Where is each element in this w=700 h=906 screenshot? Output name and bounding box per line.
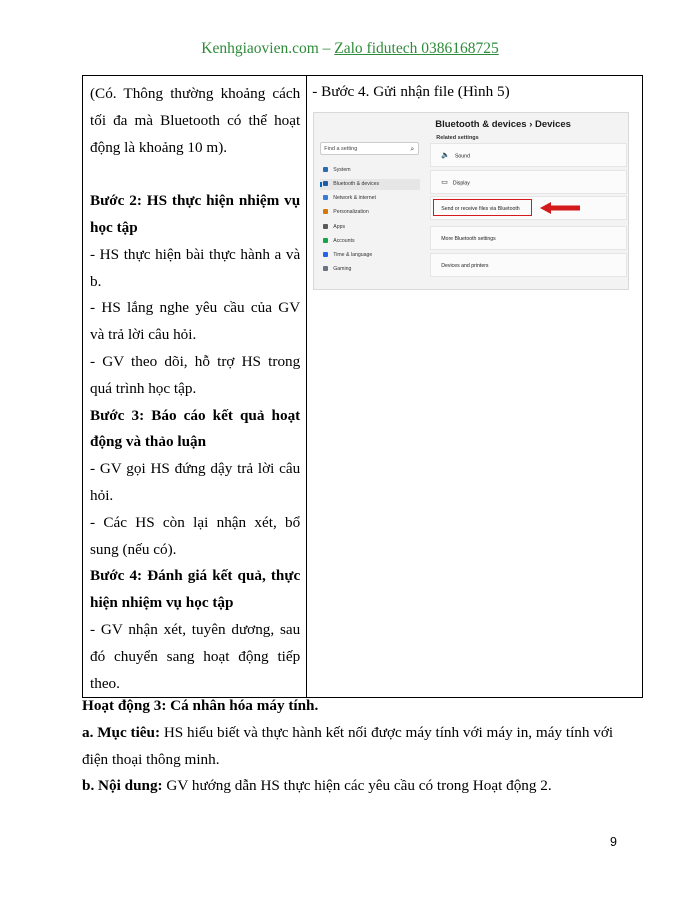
step4-caption: - Bước 4. Gửi nhận file (Hình 5) [312, 83, 510, 100]
row-display[interactable] [430, 170, 627, 194]
nav-label: System [333, 167, 351, 173]
nav-label: Accounts [333, 238, 355, 244]
speaker-icon: 🔈 [441, 152, 450, 159]
step2-item-3: - GV theo dõi, hỗ trợ HS trong quá trình học tập. [90, 352, 301, 397]
step3-item-2: - Các HS còn lại nhận xét, bổ sung (nếu có). [90, 513, 301, 558]
step4-title: Bước 4: Đánh giá kết quả, thực hiện nhiệm vụ học tập [90, 567, 301, 612]
search-icon: ⌕ [410, 146, 415, 153]
settings-search-input[interactable] [320, 142, 419, 155]
page-header [0, 40, 700, 58]
nav-label: Network & internet [333, 195, 376, 201]
nav-item-gaming[interactable] [320, 264, 420, 275]
globe-icon [323, 252, 328, 257]
settings-screenshot [313, 112, 629, 290]
row-devices-printers[interactable] [430, 253, 627, 277]
bluetooth-icon [323, 181, 328, 186]
nav-item-system[interactable] [320, 165, 420, 176]
step2-item-2: - HS lắng nghe yêu cầu của GV và trả lời câu hỏi. [90, 299, 301, 344]
zalo-link[interactable]: Zalo fidutech 0386168725 [334, 40, 499, 57]
content-label: b. Nội dung: [82, 777, 163, 795]
display-icon: ▭ [441, 179, 448, 186]
step4-item-1: - GV nhận xét, tuyên dương, sau đó chuyển sang hoạt động tiếp theo. [90, 620, 301, 692]
related-settings-heading: Related settings [436, 135, 479, 141]
nav-item-personalization[interactable] [320, 207, 420, 218]
step2-title: Bước 2: HS thực hiện nhiệm vụ học tập [90, 192, 301, 236]
row-sound[interactable] [430, 143, 627, 167]
page-number: 9 [610, 835, 617, 849]
monitor-icon [323, 167, 328, 172]
settings-breadcrumb: Bluetooth & devices › Devices [435, 119, 571, 130]
row-label: Send or receive files via Bluetooth [441, 206, 520, 212]
step3-item-1: - GV gọi HS đứng dậy trả lời câu hỏi. [90, 460, 301, 504]
lesson-table [82, 75, 643, 698]
right-cell [307, 76, 643, 698]
nav-label: Gaming [333, 266, 352, 272]
site-name: Kenhgiaovien.com [201, 40, 319, 57]
nav-label: Time & language [333, 252, 373, 258]
row-label: More Bluetooth settings [441, 236, 496, 242]
nav-label: Bluetooth & devices [333, 181, 380, 187]
goal-label: a. Mục tiêu: [82, 723, 161, 741]
nav-label: Apps [333, 224, 346, 230]
activity3-section [82, 693, 643, 800]
search-placeholder: Find a setting [324, 146, 358, 152]
nav-item-accounts[interactable] [320, 236, 420, 247]
step3-title: Bước 3: Báo cáo kết quả hoạt động và thảo luận [90, 406, 301, 451]
row-more-bluetooth-settings[interactable] [430, 226, 627, 250]
red-arrow-icon [540, 202, 580, 214]
content-text: GV hướng dẫn HS thực hiện các yêu cầu có trong Hoạt động 2. [162, 777, 552, 795]
goal-text: HS hiểu biết và thực hành kết nối được máy tính với máy in, máy tính với điện thoại thông minh. [82, 723, 614, 768]
content-paragraph [82, 773, 643, 800]
goal-paragraph [82, 720, 643, 774]
gamepad-icon [323, 266, 328, 271]
nav-item-network[interactable] [320, 193, 420, 204]
nav-item-time-language[interactable] [320, 250, 420, 261]
header-separator: – [318, 40, 335, 57]
person-icon [323, 238, 328, 243]
apps-icon [323, 224, 328, 229]
note-paragraph: (Có. Thông thường khoảng cách tối đa mà Bluetooth có thể hoạt động là khoảng 10 m). [90, 85, 301, 156]
brush-icon [323, 209, 328, 214]
row-label: Display [452, 180, 470, 187]
row-label: Sound [454, 153, 470, 160]
highlight-box [433, 199, 532, 216]
step2-item-1: - HS thực hiện bài thực hành a và b. [90, 245, 301, 290]
activity3-title: Hoạt động 3: Cá nhân hóa máy tính. [82, 697, 319, 714]
wifi-icon [323, 195, 328, 200]
row-label: Devices and printers [441, 263, 489, 269]
nav-item-bluetooth[interactable] [320, 179, 420, 190]
left-cell [83, 76, 307, 698]
nav-label: Personalization [333, 209, 369, 215]
nav-item-apps[interactable] [320, 222, 420, 233]
